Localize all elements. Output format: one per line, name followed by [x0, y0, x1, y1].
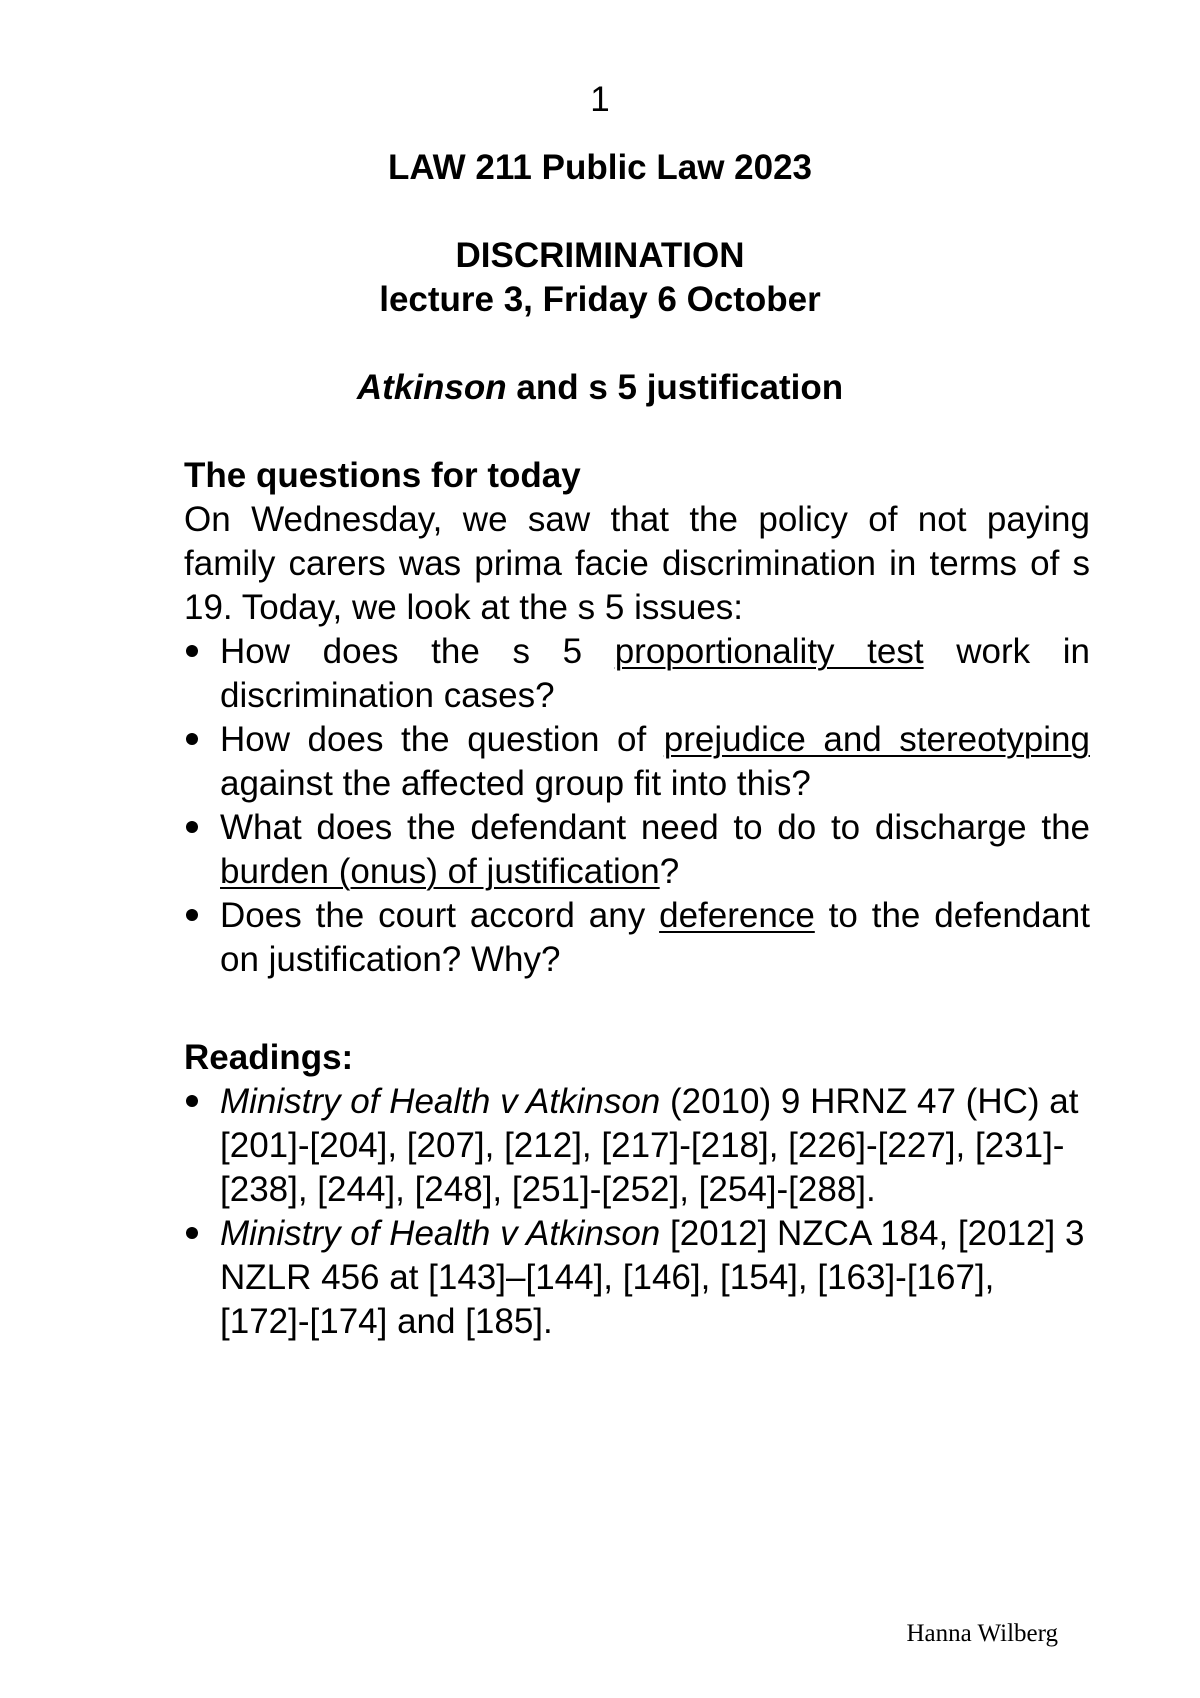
questions-heading: The questions for today [184, 456, 581, 495]
subtitle-case-name: Atkinson [356, 368, 507, 407]
questions-list [184, 630, 1090, 982]
key-term: proportionality test [614, 632, 924, 671]
subtitle-rest: and s 5 justification [506, 368, 844, 407]
readings-list [184, 1080, 1090, 1344]
question-item: Does the court accord any deference to the defendant on justification? Why? [184, 894, 1090, 982]
bullet-icon [186, 645, 198, 657]
lecture-subtitle [0, 366, 1200, 410]
bullet-icon [186, 733, 198, 745]
key-term: deference [659, 896, 815, 935]
readings-heading: Readings: [184, 1038, 354, 1077]
question-item: How does the question of prejudice and stereotyping against the affected group fit into this? [184, 718, 1090, 806]
bullet-icon [186, 1095, 198, 1107]
bullet-icon [186, 909, 198, 921]
case-citation: [2012] NZCA 184, [2012] 3 NZLR 456 at [143]–[144], [146], [154], [163]-[167], [172]-[174] and [185]. [220, 1214, 1085, 1341]
question-item: How does the s 5 proportionality test work in discrimination cases? [184, 630, 1090, 718]
bullet-icon [186, 821, 198, 833]
reading-item [184, 1080, 1090, 1212]
key-term: prejudice and stereotyping [663, 720, 1090, 759]
author-footer: Hanna Wilberg [906, 1620, 1058, 1647]
course-title: LAW 211 Public Law 2023 [387, 148, 813, 187]
case-name: Ministry of Health v Atkinson [220, 1214, 661, 1253]
case-citation: (2010) 9 HRNZ 47 (HC) at [201]-[204], [207], [212], [217]-[218], [226]-[227], [231]-[238], [244], [248], [251]-[252], [254]-[288]. [220, 1082, 1079, 1209]
topic-heading: DISCRIMINATION [455, 236, 745, 275]
lecture-info: lecture 3, Friday 6 October [379, 280, 821, 319]
question-item: What does the defendant need to do to discharge the burden (onus) of justification? [184, 806, 1090, 894]
page-number: 1 [590, 80, 610, 119]
case-name: Ministry of Health v Atkinson [220, 1082, 661, 1121]
readings-section [184, 1036, 1090, 1344]
key-term: burden (onus) of justification [220, 852, 660, 891]
bullet-icon [186, 1227, 198, 1239]
reading-item [184, 1212, 1090, 1344]
questions-section [184, 454, 1090, 982]
questions-intro: On Wednesday, we saw that the policy of not paying family carers was prima facie discrimination in terms of s 19. Today, we look at the s 5 issues: [184, 500, 1090, 627]
